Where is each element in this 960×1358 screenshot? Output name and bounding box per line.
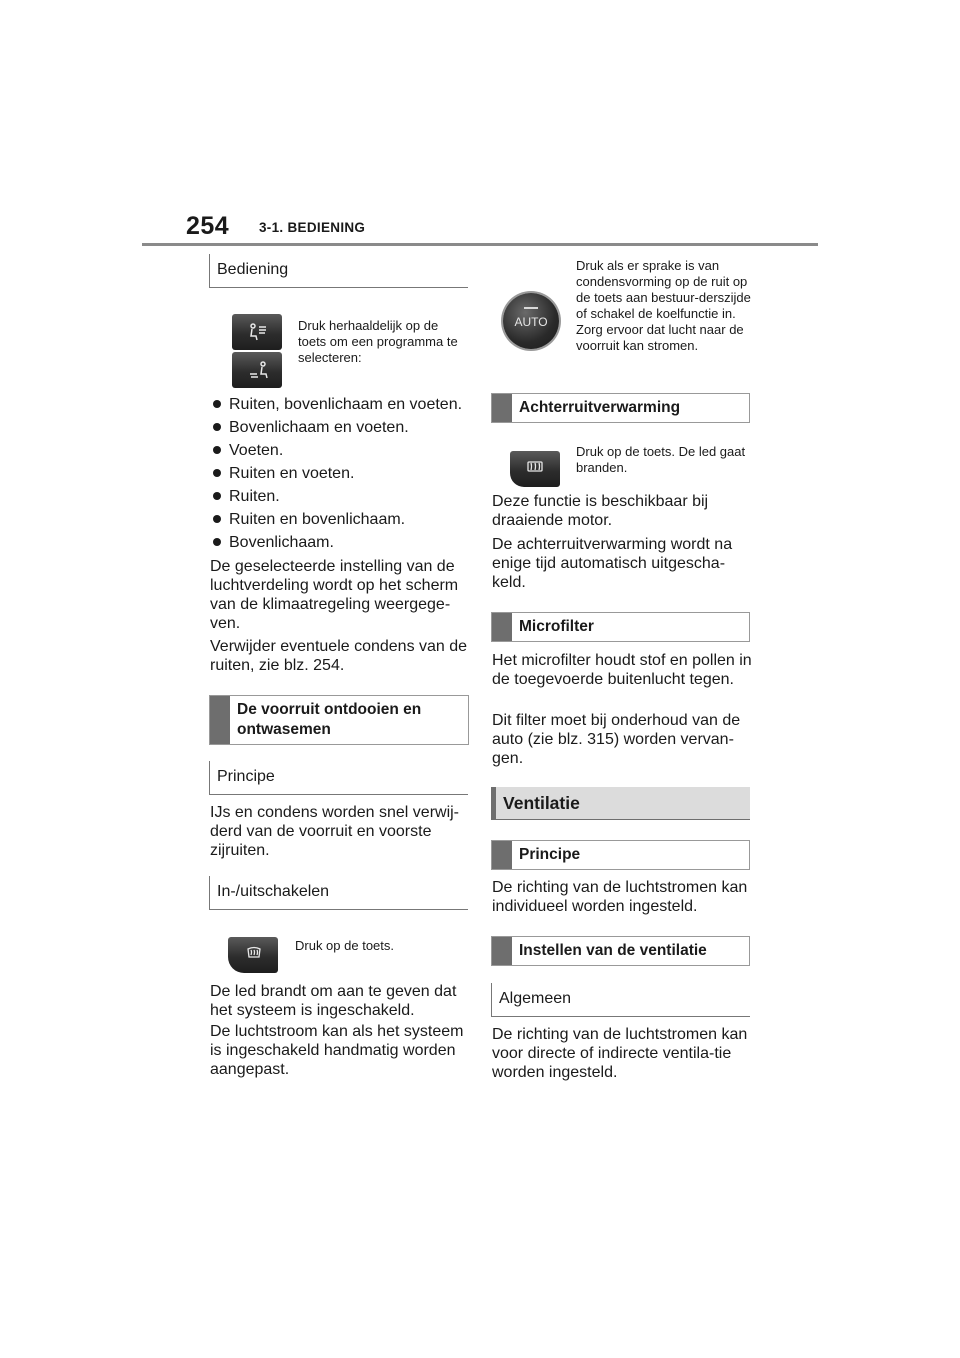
section-defrost-heading bbox=[209, 695, 469, 745]
ventilation-heading bbox=[491, 787, 750, 820]
microfilter-paragraph-1: Het microfilter houdt stof en pollen in de toegevoerde buitenlucht tegen. bbox=[492, 652, 752, 688]
auto-button bbox=[503, 293, 559, 349]
heading-bar bbox=[492, 613, 512, 641]
ventilation-setup-heading bbox=[491, 936, 750, 966]
bullet-icon bbox=[213, 423, 221, 431]
bediening-heading bbox=[209, 254, 468, 288]
air-distribution-button-upper bbox=[232, 314, 282, 350]
ventilation-setup-title: Instellen van de ventilatie bbox=[519, 942, 707, 959]
rear-caption: Druk op de toets. De led gaat branden. bbox=[576, 444, 746, 475]
bullet-icon bbox=[213, 400, 221, 408]
paragraph-condens: Verwijder eventuele condens van de ruiten, zie blz. 254. bbox=[210, 638, 468, 674]
header-divider bbox=[142, 243, 818, 246]
paragraph-air-distribution: De geselecteerde instelling van de luchtverdeling wordt op het scherm van de klimaatregeling weergege-ven. bbox=[210, 558, 459, 632]
list-item-text: Voeten. bbox=[229, 442, 284, 459]
rear-paragraph-1: Deze functie is beschikbaar bij draaiende motor. bbox=[492, 493, 709, 529]
heading-bar bbox=[210, 696, 230, 744]
bullet-icon bbox=[213, 492, 221, 500]
ventilation-title: Ventilatie bbox=[503, 793, 580, 813]
list-item bbox=[210, 533, 470, 556]
algemeen-text: De richting van de luchtstromen kan voor directe of indirecte ventila-tie worden ingesteld. bbox=[492, 1026, 748, 1081]
principe-heading bbox=[209, 761, 468, 795]
bullet-icon bbox=[213, 515, 221, 523]
program-list bbox=[210, 395, 470, 556]
list-item bbox=[210, 441, 470, 464]
feet-icon bbox=[232, 352, 282, 388]
list-item bbox=[210, 487, 470, 510]
upper-body-and-feet-icon bbox=[232, 314, 282, 350]
rear-defrost-button bbox=[510, 451, 560, 487]
paragraph-led: De led brandt om aan te geven dat het systeem is ingeschakeld. bbox=[210, 983, 457, 1019]
heading-bar bbox=[492, 394, 512, 422]
page-number: 254 bbox=[186, 212, 230, 240]
led-indicator bbox=[524, 307, 538, 309]
switch-heading bbox=[209, 876, 468, 910]
microfilter-heading bbox=[491, 612, 750, 642]
bullet-icon bbox=[213, 538, 221, 546]
algemeen-label: Algemeen bbox=[499, 990, 572, 1007]
microfilter-paragraph-2: Dit filter moet bij onderhoud van de auto (zie blz. 315) worden vervan-gen. bbox=[492, 712, 741, 767]
rear-window-title: Achterruitverwarming bbox=[519, 399, 681, 416]
list-item-text: Ruiten, bovenlichaam en voeten. bbox=[229, 396, 463, 413]
principe-text: IJs en condens worden snel verwij-derd van de voorruit en voorste zijruiten. bbox=[210, 804, 460, 859]
list-item-text: Bovenlichaam. bbox=[229, 534, 334, 551]
switch-label: In-/uitschakelen bbox=[217, 883, 330, 900]
microfilter-title: Microfilter bbox=[519, 618, 594, 635]
heading-bar bbox=[492, 937, 512, 965]
windshield-defrost-icon bbox=[228, 937, 278, 973]
rear-window-defrost-icon bbox=[510, 451, 560, 487]
list-item bbox=[210, 395, 470, 418]
ventilation-principe-text: De richting van de luchtstromen kan individueel worden ingesteld. bbox=[492, 879, 748, 915]
algemeen-heading bbox=[491, 983, 750, 1017]
rear-paragraph-2: De achterruitverwarming wordt na enige tijd automatisch uitgescha-keld. bbox=[492, 536, 733, 591]
chapter-title: 3-1. BEDIENING bbox=[259, 220, 366, 235]
heading-bar bbox=[492, 841, 512, 869]
list-item-text: Bovenlichaam en voeten. bbox=[229, 419, 409, 436]
bediening-label: Bediening bbox=[217, 261, 289, 278]
principe-label: Principe bbox=[217, 768, 275, 785]
list-item-text: Ruiten en bovenlichaam. bbox=[229, 511, 406, 528]
paragraph-airflow: De luchtstroom kan als het systeem is ingeschakeld handmatig worden aangepast. bbox=[210, 1023, 464, 1078]
list-item bbox=[210, 418, 470, 441]
rear-window-heading bbox=[491, 393, 750, 423]
bullet-icon bbox=[213, 446, 221, 454]
air-distribution-button-lower bbox=[232, 352, 282, 388]
ventilation-principe-title: Principe bbox=[519, 846, 581, 863]
list-item bbox=[210, 510, 470, 533]
list-item-text: Ruiten. bbox=[229, 488, 280, 505]
section-defrost-title: De voorruit ontdooien en ontwasemen bbox=[237, 701, 422, 738]
switch-caption: Druk op de toets. bbox=[295, 938, 394, 953]
program-caption: Druk herhaaldelijk op de toets om een programma te selecteren: bbox=[298, 318, 458, 365]
auto-button-label: AUTO bbox=[514, 315, 548, 329]
list-item bbox=[210, 464, 470, 487]
auto-caption: Druk als er sprake is van condensvorming op de ruit op de toets aan bestuur-derszijde of schakel de koelfunctie in. Zorg ervoor dat lucht naar de voorruit kan stromen. bbox=[576, 258, 751, 353]
list-item-text: Ruiten en voeten. bbox=[229, 465, 355, 482]
defrost-button bbox=[228, 937, 278, 973]
ventilation-principe-heading bbox=[491, 840, 750, 870]
bullet-icon bbox=[213, 469, 221, 477]
